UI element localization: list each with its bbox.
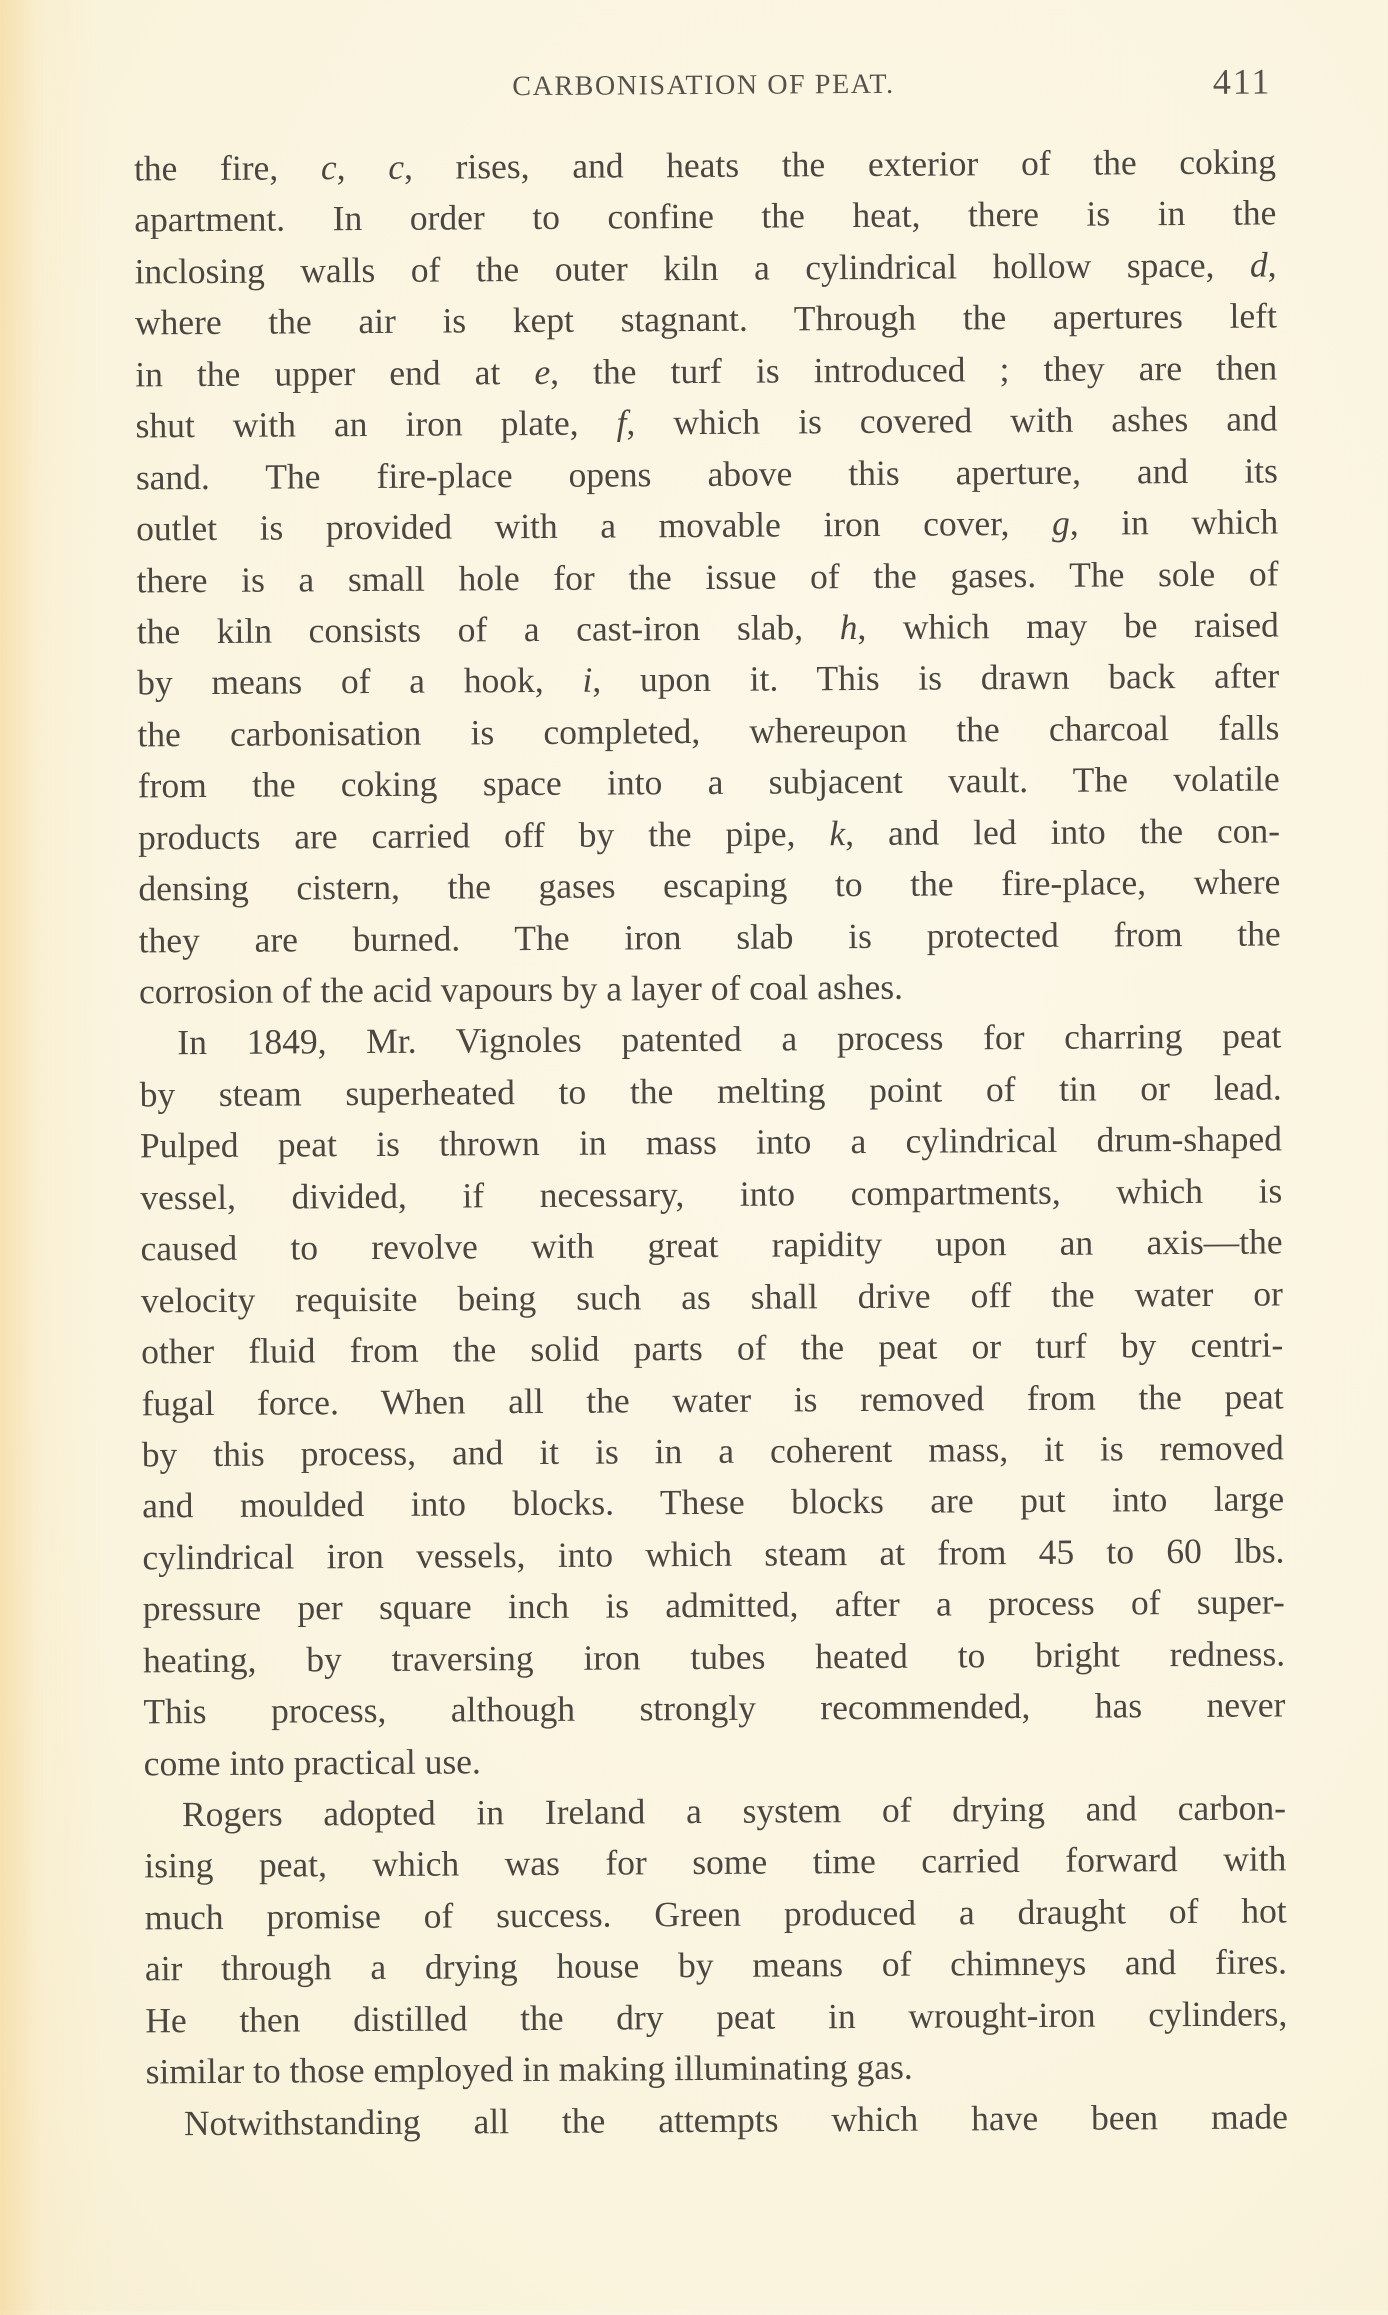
- running-title: CARBONISATION OF PEAT.: [512, 68, 895, 103]
- text-line: and moulded into blocks. These blocks are put into large: [142, 1478, 1285, 1526]
- text-line: Notwithstanding all the attempts which have been made: [183, 2096, 1289, 2143]
- text-line: fugal force. When all the water is removed from the peat: [141, 1375, 1284, 1423]
- figure-reference-letter: e: [534, 351, 551, 392]
- text-line: vessel, divided, if necessary, into compartments, which is: [140, 1170, 1283, 1218]
- figure-reference-letter: d: [1249, 244, 1268, 285]
- text-line: by steam superheated to the melting point of tin or lead.: [139, 1067, 1282, 1115]
- text-line: the kiln consists of a cast-iron slab, h, which may be raised: [136, 604, 1279, 652]
- running-head: [133, 60, 1273, 111]
- figure-reference-letter: f: [616, 402, 627, 443]
- text-line: much promise of success. Green produced a draught of hot: [144, 1890, 1287, 1938]
- figure-reference-letter: c: [388, 146, 405, 187]
- text-line: outlet is provided with a movable iron cover, g, in which: [136, 501, 1279, 549]
- body-text: [134, 136, 1288, 2149]
- text-line: sand. The fire-place opens above this aperture, and its: [135, 450, 1278, 498]
- text-line: products are carried off by the pipe, k, and led into the con-: [137, 810, 1281, 858]
- text-line: by means of a hook, i, upon it. This is drawn back after: [137, 655, 1280, 703]
- text-line: other fluid from the solid parts of the peat or turf by centri-: [141, 1324, 1284, 1372]
- text-line: where the air is kept stagnant. Through the apertures left: [134, 295, 1278, 343]
- text-line: come into practical use.: [143, 1740, 481, 1783]
- text-line: cylindrical iron vessels, into which steam at from 45 to 60 lbs.: [142, 1530, 1285, 1578]
- text-line: they are burned. The iron slab is protected from the: [138, 913, 1281, 960]
- text-line: velocity requisite being such as shall drive off the water or: [140, 1273, 1284, 1321]
- text-line: air through a drying house by means of chimneys and fires.: [144, 1941, 1288, 1989]
- paragraph: [139, 1011, 1286, 1790]
- text-line: there is a small hole for the issue of the gases. The sole of: [136, 552, 1279, 600]
- text-line: pressure per square inch is admitted, after a process of super-: [142, 1581, 1285, 1629]
- text-line: He then distilled the dry peat in wrought-iron cylinders,: [145, 1993, 1288, 2041]
- text-line: similar to those employed in making illuminating gas.: [145, 2046, 913, 2092]
- paragraph: [134, 136, 1281, 1017]
- text-line: from the coking space into a subjacent vault. The volatile: [137, 758, 1280, 806]
- figure-reference-letter: g: [1051, 502, 1070, 543]
- text-line: shut with an iron plate, f, which is covered with ashes and: [135, 398, 1278, 446]
- page-number: 411: [1212, 61, 1272, 102]
- text-line: in the upper end at e, the turf is introduced ; they are then: [135, 347, 1278, 395]
- text-line: Rogers adopted in Ireland a system of drying and carbon-: [181, 1787, 1287, 1835]
- paragraph: [146, 2091, 1288, 2149]
- figure-reference-letter: i: [582, 660, 593, 701]
- text-line: inclosing walls of the outer kiln a cylindrical hollow space, d,: [134, 244, 1277, 292]
- text-line: apartment. In order to confine the heat, there is in the: [134, 192, 1277, 240]
- text-line: In 1849, Mr. Vignoles patented a process for charring peat: [177, 1015, 1282, 1063]
- text-line: by this process, and it is in a coherent mass, it is removed: [141, 1427, 1284, 1475]
- text-line: This process, although strongly recommended, has never: [143, 1684, 1286, 1732]
- text-line: the carbonisation is completed, whereupon the charcoal falls: [137, 707, 1280, 755]
- text-line: caused to revolve with great rapidity upon an axis—the: [140, 1221, 1283, 1269]
- text-line: the fire, c, c, rises, and heats the exterior of the coking: [133, 141, 1277, 189]
- text-line: corrosion of the acid vapours by a layer of coal ashes.: [138, 966, 904, 1012]
- text-line: Pulped peat is thrown in mass into a cylindrical drum-shaped: [139, 1118, 1283, 1166]
- figure-reference-letter: k: [829, 812, 846, 853]
- paragraph: [144, 1782, 1288, 2098]
- figure-reference-letter: h: [839, 606, 858, 648]
- text-line: ising peat, which was for some time carried forward with: [144, 1838, 1287, 1886]
- text-line: heating, by traversing iron tubes heated to bright redness.: [142, 1633, 1286, 1681]
- text-line: densing cistern, the gases escaping to the fire-place, where: [138, 861, 1281, 909]
- figure-reference-letter: c: [320, 147, 337, 188]
